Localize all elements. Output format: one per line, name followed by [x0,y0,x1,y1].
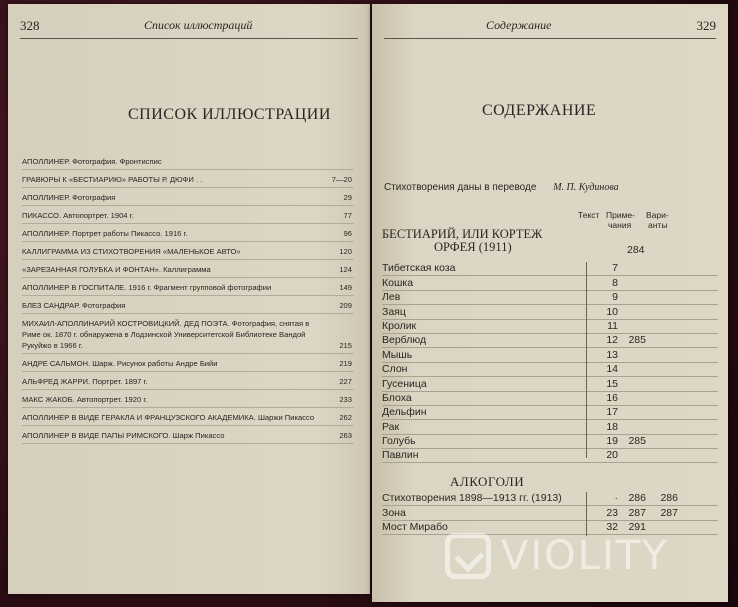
toc-row [382,262,718,276]
illustration-item [22,228,354,242]
right-running-title: Содержание [486,18,552,32]
illustrations-list [22,156,354,448]
toc-text-page: 10 [606,305,618,318]
right-page-number: 329 [696,18,716,33]
toc-row [382,420,718,434]
toc-row [382,492,718,506]
toc-row [382,305,718,319]
toc-row [382,334,718,348]
toc-text-page: 11 [607,319,618,332]
illustration-item [22,318,354,354]
illustration-page: 124 [339,265,352,274]
toc-row [382,363,718,377]
toc-text-page: 13 [606,348,618,361]
toc-column-rule [586,262,587,458]
illustration-page: 263 [339,431,352,440]
toc-text-page: 7 [612,262,618,275]
toc-note-page: 286 [628,492,646,505]
toc-title: Стихотворения 1898—1913 гг. (1913) [382,492,562,505]
toc-variant-page: 287 [660,506,678,519]
translator-name: М. П. Кудинова [553,182,619,193]
section1-note: 284 [627,244,645,256]
illustration-title: АНДРЕ САЛЬМОН. Шарж. Рисунок работы Андре Бийи [22,359,218,368]
illustration-title: АПОЛЛИНЕР. Фотография [22,193,116,202]
illustration-page: 29 [343,193,352,202]
toc-row [382,348,718,362]
illustration-page: 233 [339,395,352,404]
left-page-number: 328 [20,18,40,33]
illustration-page: 215 [339,341,352,350]
toc-row [382,392,718,406]
right-page [372,4,728,602]
illustration-page: 209 [339,301,352,310]
toc-title: Голубь [382,435,416,448]
toc-title: Слон [382,363,408,376]
toc-text-page: 16 [606,391,618,404]
toc-row [382,320,718,334]
illustration-title: МИХАИЛ-АПОЛЛИНАРИЙ КОСТРОВИЦКИЙ. ДЕД ПОЭТА. Фотография, снятая в Риме ок. 1870 г. обнаружена в Лодзинской Университетской Библиотеке Вандой Рукуйжо в 1966 г. [22,319,310,350]
section1-title-line2: ОРФЕЯ (1911) [434,240,512,254]
toc-text-page: 9 [612,291,618,304]
illustration-item [22,412,354,426]
col-header-var-1: Вари- [646,210,669,220]
illustration-item [22,376,354,390]
toc-title: Кошка [382,276,414,289]
illustration-page: 77 [343,211,352,220]
translator-line [384,182,619,193]
contents-heading: СОДЕРЖАНИЕ [482,102,597,119]
illustration-title: АПОЛЛИНЕР В ВИДЕ ПАПЫ РИМСКОГО. Шарж Пикассо [22,431,225,440]
illustration-title: АПОЛЛИНЕР. Портрет работы Пикассо. 1916 г. [22,229,188,238]
toc-variant-page: 286 [660,492,678,505]
toc-title: Зона [382,506,406,519]
toc-row [382,377,718,391]
watermark-text: VIOLITY [501,533,669,579]
illustration-title: МАКС ЖАКОБ. Автопортрет. 1920 г. [22,395,148,404]
section2-title: АЛКОГОЛИ [450,474,525,489]
illustration-item [22,264,354,278]
illustration-page: 227 [339,377,352,386]
illustration-title: «ЗАРЕЗАННАЯ ГОЛУБКА И ФОНТАН». Каллиграмма [22,265,211,274]
toc-title: Мышь [382,348,413,361]
illustration-item [22,430,354,444]
illustration-item [22,192,354,206]
section1-title [382,228,542,254]
toc-note-page: 285 [628,334,646,347]
toc-title: Павлин [382,449,419,462]
toc-title: Гусеница [382,377,427,390]
illustration-title: БЛЕЗ САНДРАР. Фотография [22,301,126,310]
illustration-title: ПИКАССО. Автопортрет. 1904 г. [22,211,134,220]
illustration-title: ГРАВЮРЫ К «БЕСТИАРИЮ» РАБОТЫ Р. ДЮФИ . . [22,175,203,184]
toc-title: Тибетская коза [382,262,456,275]
illustration-page: 120 [339,247,352,256]
illustration-item [22,174,354,188]
illustration-item [22,246,354,260]
toc-text-page: 32 [606,521,618,534]
toc-title: Лев [382,291,401,304]
illustration-item [22,282,354,296]
illustration-page: 262 [339,413,352,422]
toc-text-page: 14 [606,363,618,376]
toc-text-page: 17 [606,406,618,419]
left-running-title: Список иллюстраций [144,18,253,32]
illustration-title: АЛЬФРЕД ЖАРРИ. Портрет. 1897 г. [22,377,148,386]
translator-note: Стихотворения даны в переводе [384,182,537,193]
toc-text-page: 12 [606,334,618,347]
illustration-item [22,210,354,224]
illustration-title: АПОЛЛИНЕР. Фотография. Фронтиспис [22,157,162,166]
col-header-var-2: анты [648,220,668,230]
toc-note-page: 287 [628,506,646,519]
toc-title: Рак [382,420,400,433]
toc-text-page: 23 [606,506,618,519]
col-header-notes-1: Приме- [606,210,635,220]
toc-row [382,276,718,290]
left-page [8,4,370,594]
illustration-title: АПОЛЛИНЕР В ВИДЕ ГЕРАКЛА И ФРАНЦУЗСКОГО АКАДЕМИКА. Шаржи Пикассо [22,413,315,422]
col-header-text: Текст [578,210,600,220]
illustrations-heading: СПИСОК ИЛЛЮСТРАЦИИ [128,106,331,123]
toc-title: Заяц [382,305,406,318]
illustration-title: АПОЛЛИНЕР В ГОСПИТАЛЕ. 1916 г. Фрагмент групповой фотографии [22,283,272,292]
toc-title: Верблюд [382,334,427,347]
illustration-page: 96 [343,229,352,238]
toc-title: Блоха [382,391,412,404]
illustration-page: 7—20 [331,175,352,184]
toc-text-page: 19 [606,435,618,448]
toc-row [382,406,718,420]
toc-text-page: 15 [606,377,618,390]
left-running-head [20,18,358,39]
toc-note-page: 291 [628,521,646,534]
illustration-item [22,394,354,408]
toc-note-page: 285 [628,435,646,448]
col-header-notes-2: чания [608,220,632,230]
toc-text-page: 18 [606,420,618,433]
toc-title: Мост Мирабо [382,521,448,534]
toc-text-page: 8 [612,276,618,289]
section1-title-line1: БЕСТИАРИЙ, ИЛИ КОРТЕЖ [382,227,543,241]
illustration-item [22,300,354,314]
toc-text-page: · [614,492,618,505]
section1-rows [382,262,718,463]
illustration-item [22,358,354,372]
illustration-item [22,156,354,170]
toc-title: Кролик [382,319,417,332]
toc-row [382,291,718,305]
toc-row [382,435,718,449]
illustration-page: 149 [339,283,352,292]
watermark-logo-icon [445,533,491,579]
illustration-title: КАЛЛИГРАММА ИЗ СТИХОТВОРЕНИЯ «МАЛЕНЬКОЕ АВТО» [22,247,241,256]
watermark [445,527,715,585]
illustration-page: 219 [339,359,352,368]
toc-text-page: 20 [606,449,618,462]
toc-row [382,449,718,463]
right-running-head [384,18,716,39]
toc-title: Дельфин [382,406,427,419]
toc-row [382,506,718,520]
